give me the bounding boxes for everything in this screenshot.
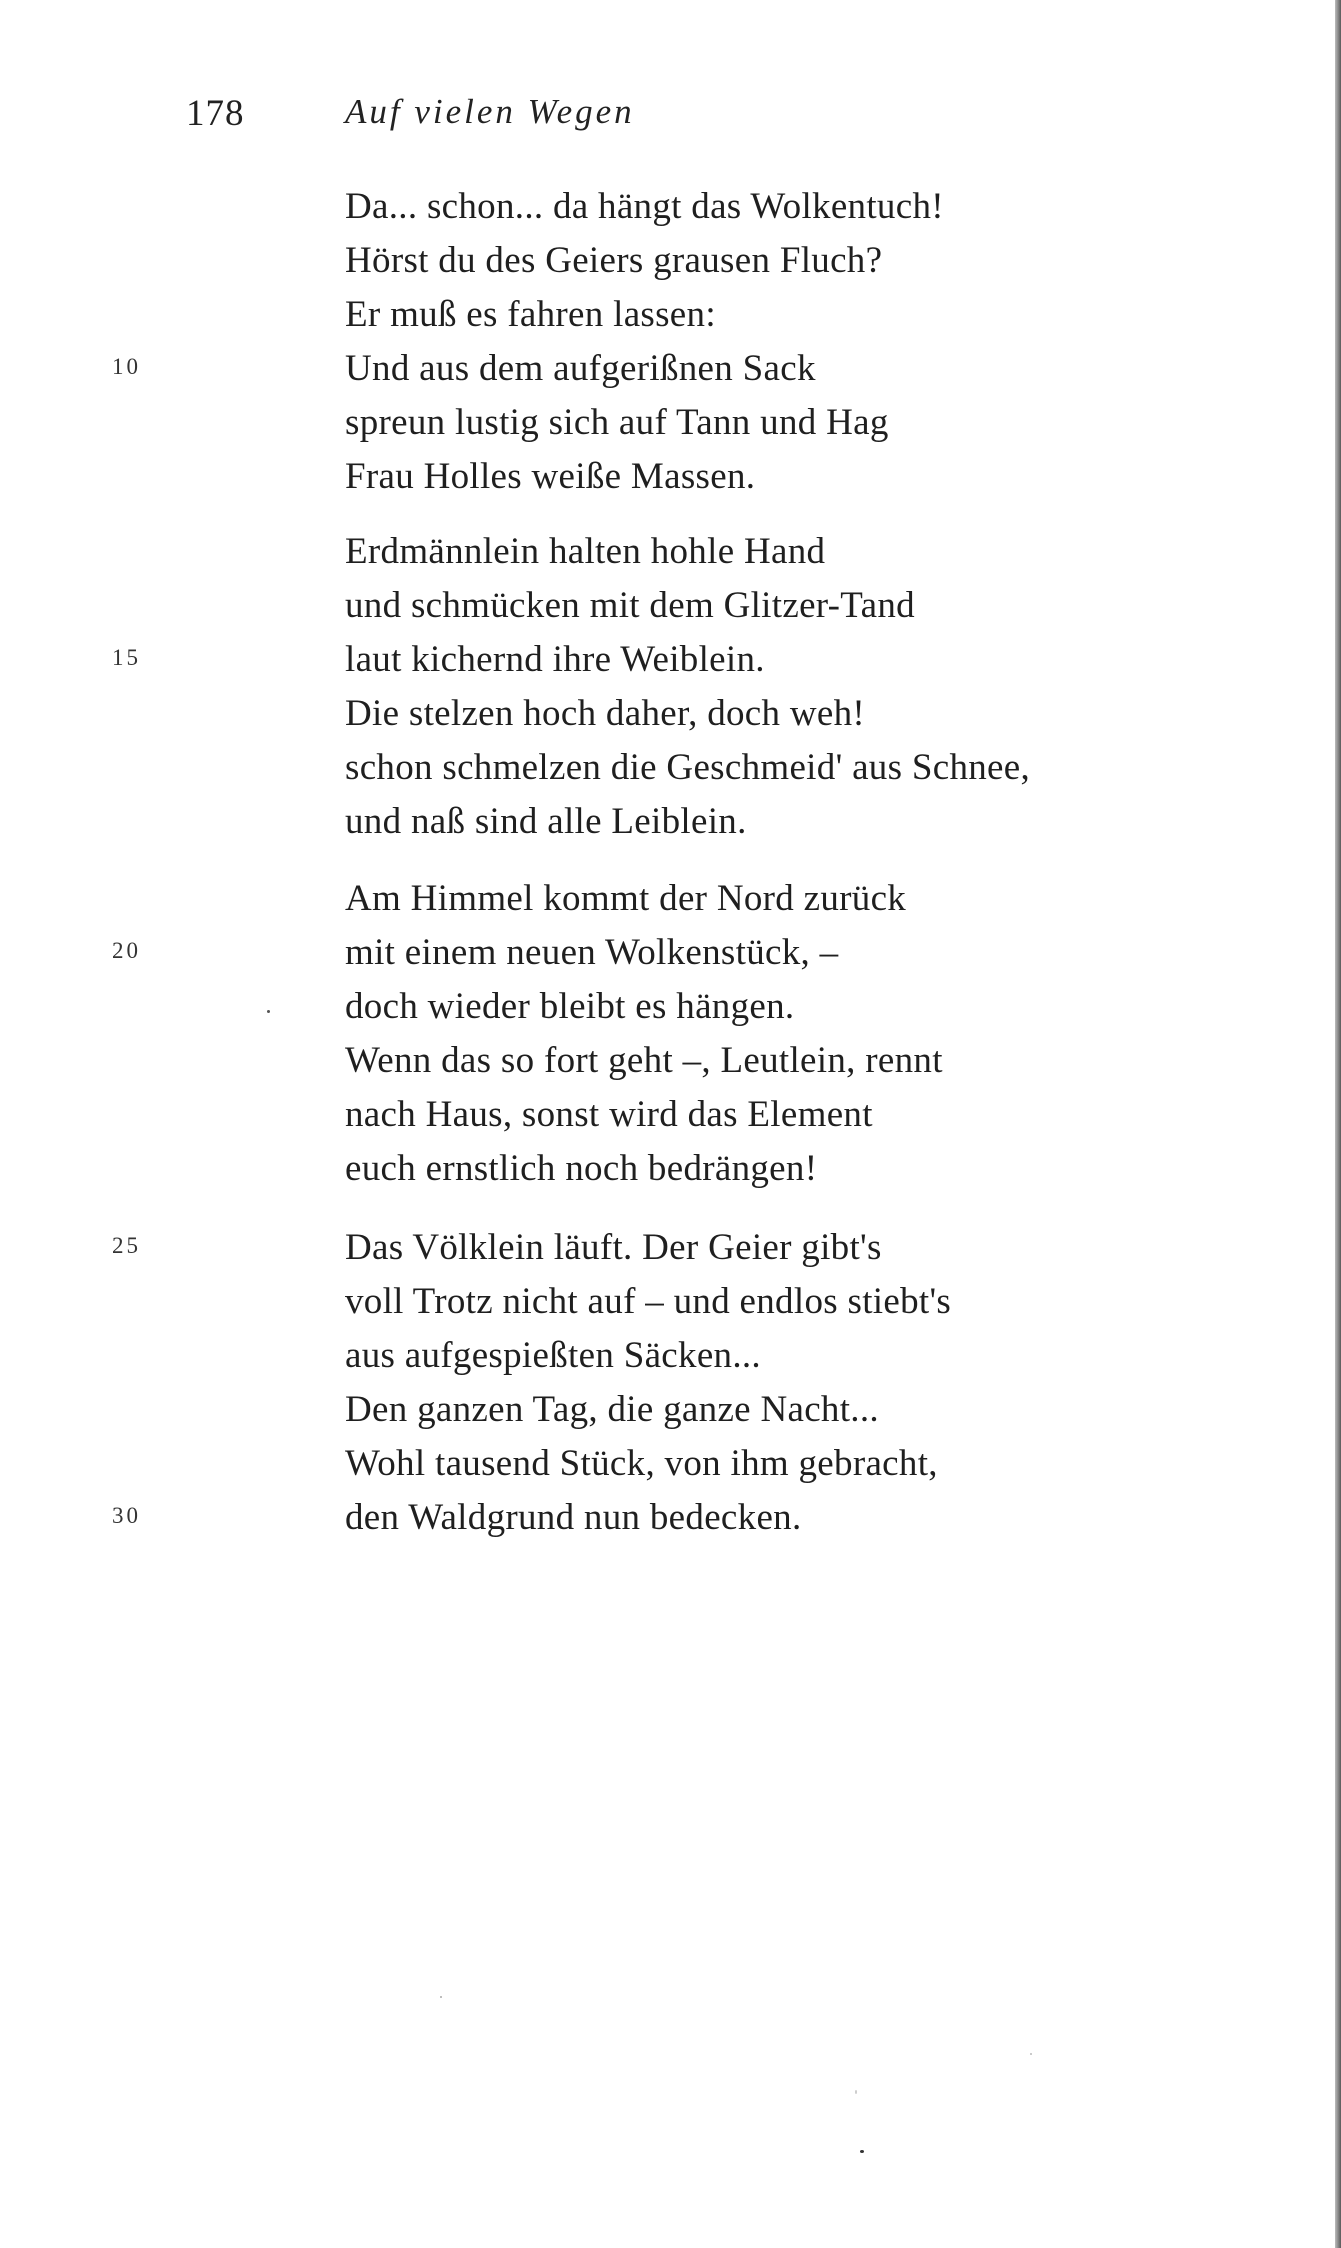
scan-speck (1030, 2053, 1032, 2055)
poem-line (0, 342, 1200, 396)
poem-line (0, 1088, 1200, 1142)
line-text: Das Völklein läuft. Der Geier gibt's (345, 1227, 882, 1268)
poem-line (0, 525, 1200, 579)
line-text: Die stelzen hoch daher, doch weh! (345, 693, 866, 734)
scan-speck (855, 2090, 857, 2094)
poem-line (0, 1329, 1200, 1383)
page-edge-shadow (1335, 0, 1341, 2248)
line-text: Erdmännlein halten hohle Hand (345, 531, 826, 572)
line-number: 20 (112, 938, 141, 963)
line-text: euch ernstlich noch bedrängen! (345, 1148, 818, 1189)
line-text: nach Haus, sonst wird das Element (345, 1094, 873, 1135)
line-text: doch wieder bleibt es hängen. (345, 986, 795, 1027)
line-number: 30 (112, 1503, 141, 1528)
poem-line (0, 234, 1200, 288)
scan-speck (267, 1010, 270, 1013)
poem-line (0, 1437, 1200, 1491)
scan-speck (440, 1996, 442, 1998)
poem-line (0, 579, 1200, 633)
line-text: aus aufgespießten Säcken... (345, 1335, 761, 1376)
poem-line (0, 288, 1200, 342)
poem-line (0, 1221, 1200, 1275)
poem-line (0, 633, 1200, 687)
line-text: Hörst du des Geiers grausen Fluch? (345, 240, 883, 281)
line-text: den Waldgrund nun bedecken. (345, 1497, 802, 1538)
page-number: 178 (186, 93, 245, 134)
line-text: und schmücken mit dem Glitzer-Tand (345, 585, 915, 626)
line-text: Frau Holles weiße Massen. (345, 456, 756, 497)
line-number: 10 (112, 354, 141, 379)
poem-line (0, 795, 1200, 849)
poem-line (0, 1142, 1200, 1196)
line-text: Und aus dem aufgerißnen Sack (345, 348, 816, 389)
line-text: laut kichernd ihre Weiblein. (345, 639, 765, 680)
line-text: schon schmelzen die Geschmeid' aus Schnee, (345, 747, 1031, 788)
line-text: Den ganzen Tag, die ganze Nacht... (345, 1389, 879, 1430)
poem-line (0, 1275, 1200, 1329)
line-text: voll Trotz nicht auf – und endlos stiebt's (345, 1281, 952, 1322)
poem-line (0, 450, 1200, 504)
poem-line (0, 741, 1200, 795)
running-title: Auf vielen Wegen (345, 92, 635, 131)
line-number: 15 (112, 645, 141, 670)
line-text: Wohl tausend Stück, von ihm gebracht, (345, 1443, 938, 1484)
poem-line (0, 180, 1200, 234)
line-text: mit einem neuen Wolkenstück, – (345, 932, 839, 973)
poem-line (0, 980, 1200, 1034)
line-text: spreun lustig sich auf Tann und Hag (345, 402, 889, 443)
line-text: Wenn das so fort geht –, Leutlein, rennt (345, 1040, 943, 1081)
poem-line (0, 687, 1200, 741)
scan-speck (860, 2150, 864, 2153)
poem-line (0, 1034, 1200, 1088)
page-header (0, 92, 1100, 142)
line-text: Da... schon... da hängt das Wolkentuch! (345, 186, 944, 227)
poem-line (0, 396, 1200, 450)
line-number: 25 (112, 1233, 141, 1258)
line-text: Er muß es fahren lassen: (345, 294, 716, 335)
line-text: und naß sind alle Leiblein. (345, 801, 747, 842)
poem-line (0, 1383, 1200, 1437)
line-text: Am Himmel kommt der Nord zurück (345, 878, 907, 919)
poem-line (0, 1491, 1200, 1545)
poem-line (0, 872, 1200, 926)
poem-line (0, 926, 1200, 980)
